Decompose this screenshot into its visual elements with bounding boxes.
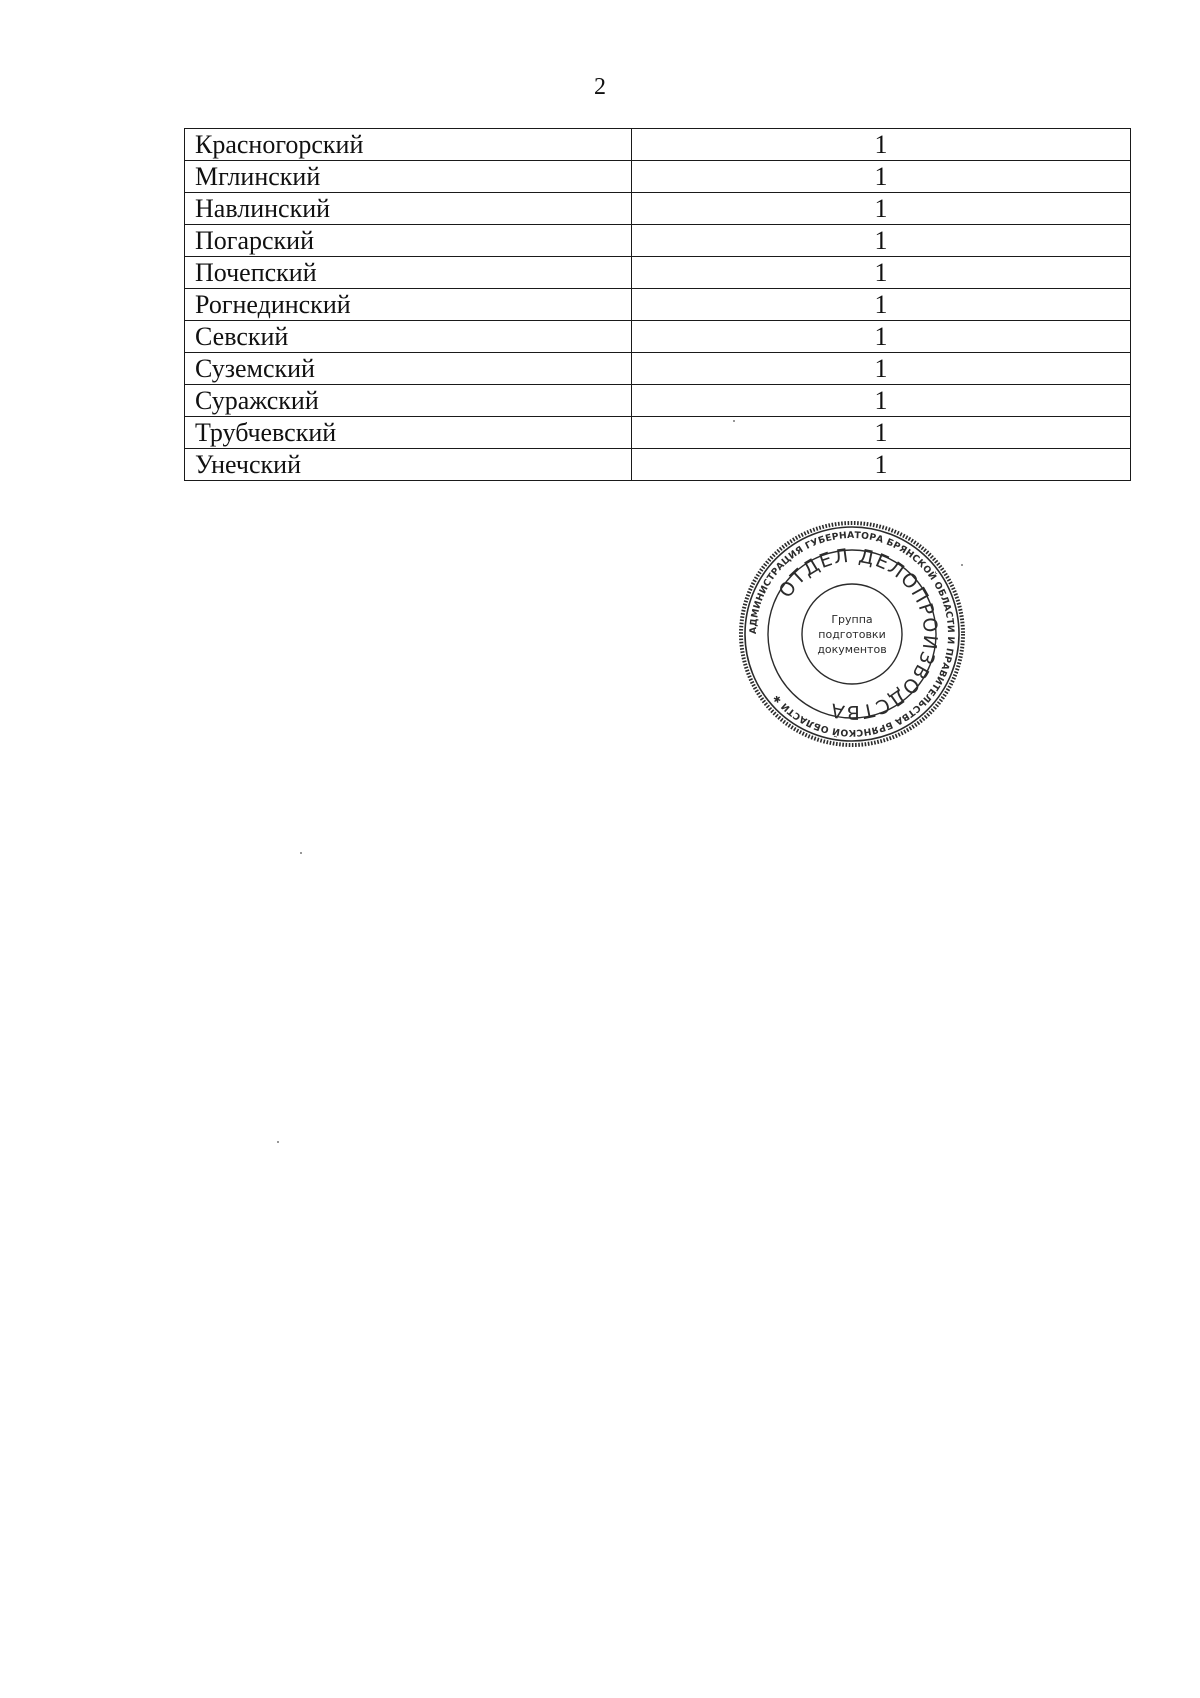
district-name: Трубчевский (185, 417, 632, 449)
district-value: 1 (632, 321, 1131, 353)
scan-speck (277, 1141, 279, 1143)
scan-speck (300, 852, 302, 854)
seal-arc-text: ОТДЕЛ ДЕЛОПРОИЗВОДСТВА (774, 544, 942, 724)
seal-center-line-1: Группа (831, 613, 873, 626)
district-name: Суземский (185, 353, 632, 385)
district-value: 1 (632, 449, 1131, 481)
official-seal (738, 520, 966, 748)
seal-center-line-3: документов (817, 643, 887, 656)
table-row (185, 417, 1131, 449)
table-row (185, 353, 1131, 385)
district-name: Унечский (185, 449, 632, 481)
table-row (185, 193, 1131, 225)
table-row (185, 161, 1131, 193)
page-number: 2 (594, 74, 606, 100)
district-value: 1 (632, 193, 1131, 225)
district-name: Красногорский (185, 129, 632, 161)
district-value: 1 (632, 353, 1131, 385)
district-value: 1 (632, 225, 1131, 257)
district-value: 1 (632, 417, 1131, 449)
district-value: 1 (632, 161, 1131, 193)
district-name: Навлинский (185, 193, 632, 225)
table-row (185, 385, 1131, 417)
district-name: Севский (185, 321, 632, 353)
table-row (185, 449, 1131, 481)
district-value: 1 (632, 289, 1131, 321)
district-name: Суражский (185, 385, 632, 417)
district-value: 1 (632, 257, 1131, 289)
table-row (185, 129, 1131, 161)
district-value: 1 (632, 385, 1131, 417)
scan-speck (961, 564, 963, 566)
scan-speck (733, 420, 735, 422)
district-table (184, 128, 1131, 481)
district-name: Погарский (185, 225, 632, 257)
seal-graphic (738, 520, 966, 748)
district-name: Почепский (185, 257, 632, 289)
table-row (185, 321, 1131, 353)
seal-center-line-2: подготовки (818, 628, 886, 641)
table-row (185, 257, 1131, 289)
table-row (185, 289, 1131, 321)
table-row (185, 225, 1131, 257)
district-value: 1 (632, 129, 1131, 161)
seal-outer-text: АДМИНИСТРАЦИЯ ГУБЕРНАТОРА БРЯНСКОЙ ОБЛАСТИ И ПРАВИТЕЛЬСТВА БРЯНСКОЙ ОБЛАСТИ ✱ (747, 529, 957, 739)
district-name: Рогнединский (185, 289, 632, 321)
district-name: Мглинский (185, 161, 632, 193)
